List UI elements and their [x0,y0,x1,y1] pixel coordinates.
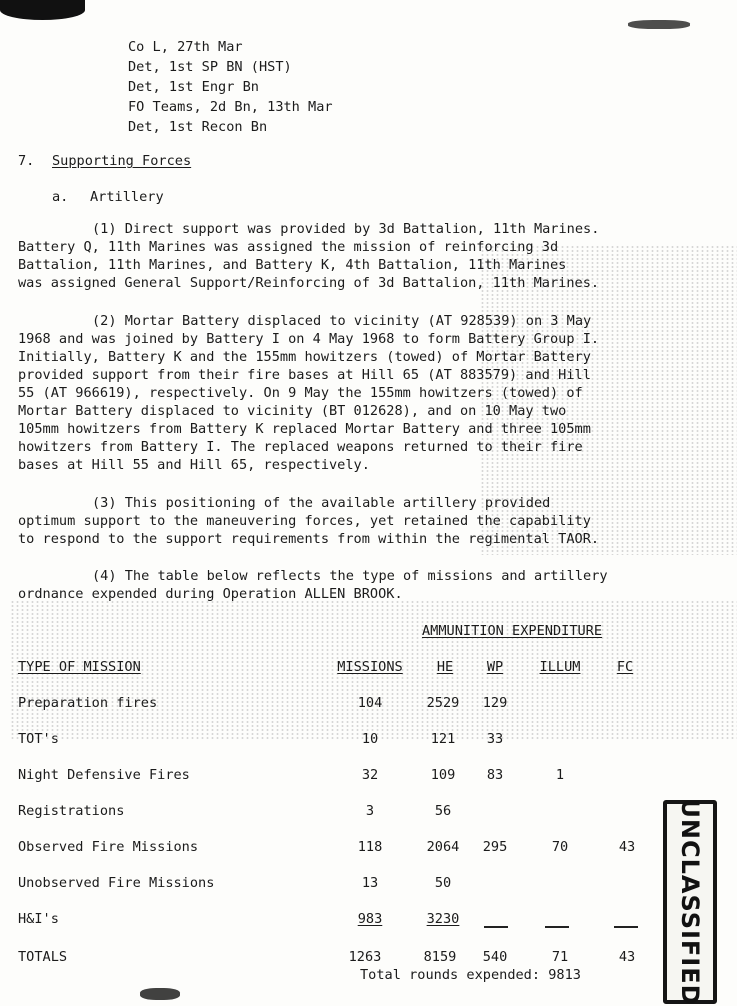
table-cell-wp: 540 [482,949,508,965]
header-unit: Co L, 27th Mar [128,39,243,55]
stamp-text: UNCLASSIFIED [676,798,704,1006]
table-cell-missions: 118 [357,839,383,855]
paragraph-2-line: 55 (AT 966619), respectively. On 9 May the 155mm howitzers (towed) of [18,385,583,401]
paragraph-2-line: (2) Mortar Battery displaced to vicinity (AT 928539) on 3 May [92,313,592,329]
table-cell-missions: 983 [357,911,383,927]
table-cell-illum: 71 [551,949,569,965]
table-row-type: H&I's [18,911,59,927]
bottom-blot [140,988,180,1000]
paragraph-1-line: (1) Direct support was provided by 3d Battalion, 11th Marines. [92,221,600,237]
table-row-type: Unobserved Fire Missions [18,875,215,891]
table-cell-he: 2529 [426,695,460,711]
subsection-letter: a. [52,189,69,205]
header-illum: ILLUM [539,659,581,675]
top-right-mark [628,20,690,29]
header-wp: WP [486,659,504,675]
table-row-type: Registrations [18,803,125,819]
paragraph-1-line: Battalion, 11th Marines, and Battery K, 4th Battalion, 11th Marines [18,257,567,273]
table-cell-illum: 70 [551,839,569,855]
table-cell-missions: 32 [361,767,379,783]
section-number: 7. [18,153,35,169]
table-underline-dash [484,926,508,928]
table-cell-missions: 13 [361,875,379,891]
table-cell-he: 109 [430,767,456,783]
table-row-type: Observed Fire Missions [18,839,199,855]
paragraph-2-line: bases at Hill 55 and Hill 65, respectively. [18,457,370,473]
paragraph-3-line: to respond to the support requirements from within the regimental TAOR. [18,531,600,547]
paragraph-2-line: Mortar Battery displaced to vicinity (BT 012628), and on 10 May two [18,403,567,419]
header-unit: Det, 1st Recon Bn [128,119,268,135]
subsection-title: Artillery [90,189,164,205]
total-rounds: Total rounds expended: 9813 [360,967,581,983]
table-cell-missions: 3 [365,803,375,819]
table-row-type: TOTALS [18,949,68,965]
paragraph-3-line: optimum support to the maneuvering forces, yet retained the capability [18,513,591,529]
header-type-of-mission: TYPE OF MISSION [18,659,141,675]
paragraph-4-line: (4) The table below reflects the type of missions and artillery [92,568,608,584]
section-title: Supporting Forces [52,153,192,169]
table-cell-wp: 295 [482,839,508,855]
table-cell-he: 8159 [423,949,457,965]
table-cell-he: 56 [434,803,452,819]
table-row-type: Night Defensive Fires [18,767,190,783]
table-cell-wp: 33 [486,731,504,747]
header-unit: Det, 1st SP BN (HST) [128,59,292,75]
table-cell-he: 3230 [426,911,460,927]
table-underline-dash [545,926,569,928]
table-cell-wp: 83 [486,767,504,783]
paragraph-4-line: ordnance expended during Operation ALLEN BROOK. [18,586,403,602]
header-fc: FC [616,659,634,675]
paragraph-2-line: 1968 and was joined by Battery I on 4 May 1968 to form Battery Group I. [18,331,600,347]
paragraph-2-line: 105mm howitzers from Battery K replaced Mortar Battery and three 105mm [18,421,591,437]
paragraph-1-line: Battery Q, 11th Marines was assigned the mission of reinforcing 3d [18,239,559,255]
table-cell-he: 50 [434,875,452,891]
table-cell-fc: 43 [618,839,636,855]
unclassified-stamp [663,800,717,1004]
table-cell-he: 121 [430,731,456,747]
paragraph-1-line: was assigned General Support/Reinforcing of 3d Battalion, 11th Marines. [18,275,600,291]
table-cell-missions: 1263 [348,949,382,965]
table-cell-missions: 104 [357,695,383,711]
paragraph-2-line: provided support from their fire bases at Hill 65 (AT 883579) and Hill [18,367,591,383]
table-cell-fc: 43 [618,949,636,965]
header-unit: Det, 1st Engr Bn [128,79,259,95]
table-cell-illum: 1 [555,767,565,783]
table-row-type: Preparation fires [18,695,158,711]
table-title: AMMUNITION EXPENDITURE [422,623,603,639]
table-cell-he: 2064 [426,839,460,855]
table-row-type: TOT's [18,731,59,747]
header-unit: FO Teams, 2d Bn, 13th Mar [128,99,333,115]
header-missions: MISSIONS [337,659,403,675]
paragraph-3-line: (3) This positioning of the available artillery provided [92,495,551,511]
paragraph-2-line: howitzers from Battery I. The replaced weapons returned to their fire [18,439,583,455]
paragraph-2-line: Initially, Battery K and the 155mm howitzers (towed) of Mortar Battery [18,349,591,365]
table-underline-dash [614,926,638,928]
header-he: HE [436,659,454,675]
top-left-blot [0,0,85,20]
table-cell-wp: 129 [482,695,508,711]
table-cell-missions: 10 [361,731,379,747]
